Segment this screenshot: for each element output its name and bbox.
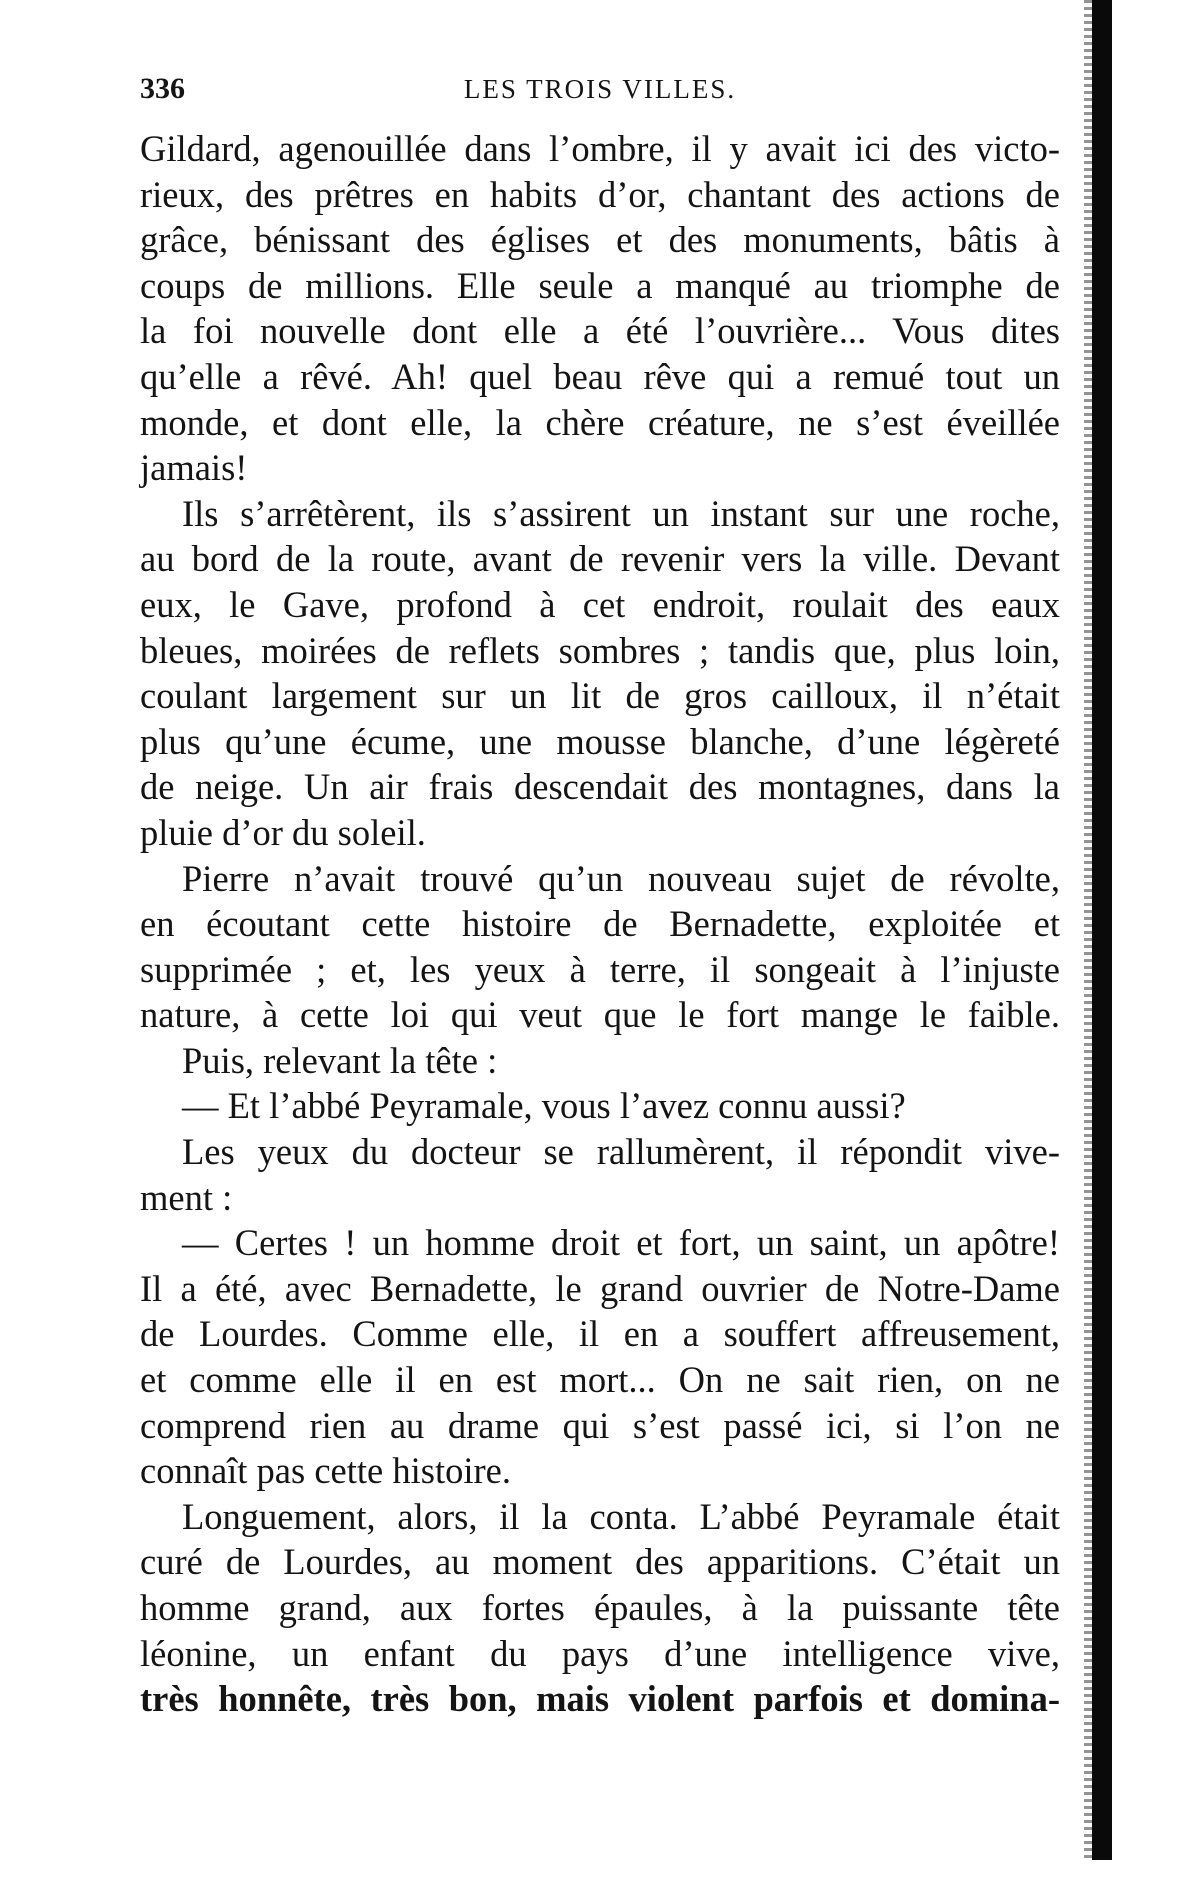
running-title: LES TROIS VILLES.	[463, 74, 737, 104]
text-line: coulant largement sur un lit de gros cailloux, il n’était	[140, 675, 1060, 717]
text-line: Longuement, alors, il la conta. L’abbé Peyramale était	[182, 1495, 1060, 1537]
text-line: de neige. Un air frais descendait des montagnes, dans la	[140, 766, 1060, 808]
text-line: en écoutant cette histoire de Bernadette, exploitée et	[140, 903, 1060, 945]
text-line: qu’elle a rêvé. Ah! quel beau rêve qui a remué tout un	[140, 355, 1060, 397]
text-line: coups de millions. Elle seule a manqué au triomphe de	[140, 264, 1060, 306]
text-line: au bord de la route, avant de revenir vers la ville. Devant	[140, 538, 1060, 580]
page-number: 336	[140, 72, 185, 105]
text-line: Il a été, avec Bernadette, le grand ouvrier de Notre-Dame	[140, 1267, 1060, 1309]
text-line: bleues, moirées de reflets sombres ; tandis que, plus loin,	[140, 629, 1060, 671]
text-line: — Certes ! un homme droit et fort, un saint, un apôtre!	[182, 1222, 1060, 1264]
text-line: et comme elle il en est mort... On ne sait rien, on ne	[140, 1359, 1060, 1401]
page-header	[140, 72, 1060, 112]
text-line: Les yeux du docteur se rallumèrent, il répondit vive-	[182, 1131, 1060, 1173]
text-line: homme grand, aux fortes épaules, à la puissante tête	[140, 1587, 1060, 1628]
text-line: Ils s’arrêtèrent, ils s’assirent un instant sur une roche,	[182, 492, 1060, 534]
text-line: — Et l’abbé Peyramale, vous l’avez connu aussi?	[182, 1085, 906, 1127]
text-line: monde, et dont elle, la chère créature, ne s’est éveillée	[140, 401, 1060, 443]
text-line: curé de Lourdes, au moment des apparitions. C’était un	[140, 1541, 1060, 1583]
text-line: pluie d’or du soleil.	[140, 811, 426, 853]
text-line: rieux, des prêtres en habits d’or, chantant des actions de	[140, 173, 1060, 215]
body-text	[140, 126, 1060, 1722]
text-line: Puis, relevant la tête :	[182, 1039, 498, 1081]
text-line: connaît pas cette histoire.	[140, 1450, 511, 1492]
text-line: de Lourdes. Comme elle, il en a souffert affreusement,	[140, 1313, 1060, 1355]
text-line: Pierre n’avait trouvé qu’un nouveau sujet de révolte,	[182, 857, 1060, 899]
text-line: eux, le Gave, profond à cet endroit, roulait des eaux	[140, 583, 1060, 625]
text-line: ment :	[140, 1176, 233, 1218]
text-line: supprimée ; et, les yeux à terre, il songeait à l’injuste	[140, 948, 1060, 990]
text-line: jamais!	[140, 447, 248, 489]
text-line: léonine, un enfant du pays d’une intelligence vive,	[140, 1632, 1060, 1674]
text-line: très honnête, très bon, mais violent parfois et domina-	[140, 1678, 1060, 1720]
scan-edge-fringe	[1084, 0, 1092, 1860]
scan-page-edge	[1092, 0, 1112, 1860]
text-line: la foi nouvelle dont elle a été l’ouvrière... Vous dites	[140, 310, 1060, 352]
text-line: grâce, bénissant des églises et des monuments, bâtis à	[140, 219, 1060, 261]
text-line: comprend rien au drame qui s’est passé ici, si l’on ne	[140, 1404, 1060, 1446]
text-line: Gildard, agenouillée dans l’ombre, il y avait ici des victo-	[140, 128, 1060, 169]
text-line: plus qu’une écume, une mousse blanche, d’une légèreté	[140, 720, 1060, 762]
text-line: nature, à cette loi qui veut que le fort mange le faible.	[140, 994, 1060, 1036]
